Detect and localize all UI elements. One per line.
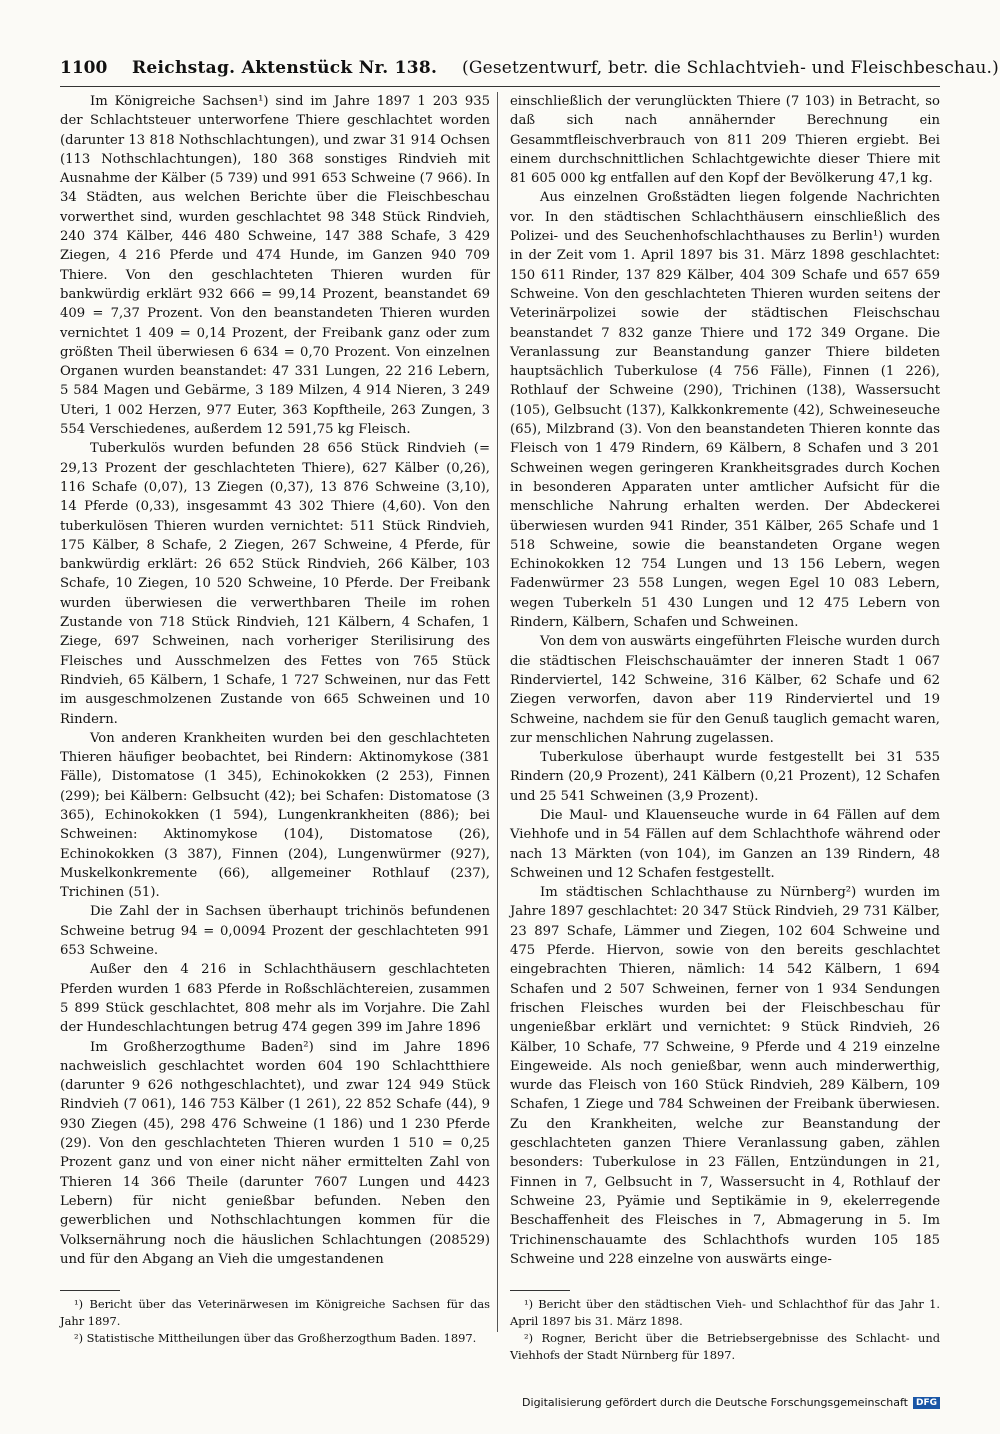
header-rule — [60, 86, 940, 87]
paragraph-baden: Im Großherzogthume Baden²) sind im Jahre 1896 nachweislich geschlachtet worden 604 190 Schlachtthiere (darunter 9 626 nothgeschlachtet), und zwar 124 949 Stück Rindvieh (7 061), 146 753 Kälber (1 261), 22 852 Schafe (44), 9 930 Ziegen (45), 298 476 Schweine (1 186) und 1 230 Pferde (29). Von den geschlachteten Thieren wurden 1 510 = 0,25 Prozent ganz und von einer nicht näher ermittelten Zahl von Thieren 14 366 Theile (darunter 7607 Lungen und 4423 Lebern) für nicht genießbar befunden. Neben den gewerblichen und Nothschlachtungen kommen für die Volksernährung noch die häuslichen Schlachtungen (208529) und für den Abgang an Vieh die umgestandenen — [60, 1039, 490, 1267]
footnote-2: ²) Rogner, Bericht über die Betriebsergebnisse des Schlacht- und Viehhofs der Stadt Nürnberg für 1897. — [510, 1331, 940, 1362]
dfg-credit — [522, 1396, 940, 1409]
right-column — [510, 92, 940, 1269]
paragraph-tuberkulose-sachsen: Tuberkulös wurden befunden 28 656 Stück Rindvieh (= 29,13 Prozent der geschlachteten Thiere), 627 Kälber (0,26), 116 Schafe (0,07), 13 Ziegen (0,37), 13 876 Schweine (3,10), 14 Pferde (0,33), insgesammt 43 302 Thiere (4,60). Von den tuberkulösen Thieren wurden vernichtet: 511 Stück Rindvieh, 175 Kälber, 8 Schafe, 2 Ziegen, 267 Schweine, 4 Pferde, für bankwürdig erklärt: 26 652 Stück Rindvieh, 266 Kälber, 103 Schafe, 10 Ziegen, 10 520 Schweine, 10 Pferde. Der Freibank wurden überwiesen die verwerthbaren Theile im rohen Zustande von 718 Stück Rindvieh, 121 Kälbern, 4 Schafen, 1 Ziege, 697 Schweinen, nach vorheriger Sterilisirung des Fleisches und Ausschmelzen des Fettes von 765 Stück Rindvieh, 65 Kälbern, 1 Schafe, 1 727 Schweinen, nur das Fett im ausgeschmolzenen Zustande von 665 Schweinen und 10 Rindern. — [60, 441, 490, 727]
paragraph-sachsen: Im Königreiche Sachsen¹) sind im Jahre 1897 1 203 935 der Schlachtsteuer unterworfene Thiere geschlachtet worden (darunter 13 818 Nothschlachtungen), und zwar 31 914 Ochsen (113 Nothschlachtungen), 180 368 sonstiges Rindvieh mit Ausnahme der Kälber (5 739) und 991 653 Schweine (7 966). In 34 Städten, aus welchen Berichte über die Fleischbeschau vorwerthet sind, wurden geschlachtet 98 348 Stück Rindvieh, 240 374 Kälber, 446 480 Schweine, 147 388 Schafe, 3 429 Ziegen, 4 216 Pferde und 474 Hunde, im Ganzen 940 709 Thiere. Von den geschlachteten Thieren wurden für bankwürdig erklärt 932 666 = 99,14 Prozent, beanstandet 69 409 = 7,37 Prozent. Von den beanstandeten Thieren wurden vernichtet 1 409 = 0,14 Prozent, der Freibank ganz oder zum größten Theil überwiesen 6 634 = 0,70 Prozent. Von einzelnen Organen wurden beanstandet: 47 331 Lungen, 22 216 Lebern, 5 584 Magen und Gebärme, 3 189 Milzen, 4 914 Nieren, 3 249 Uteri, 1 002 Herzen, 977 Euter, 363 Kopftheile, 263 Zungen, 3 554 Verschiedenes, außerdem 12 591,75 kg Fleisch. — [60, 94, 490, 438]
page-number: 1100 — [60, 58, 108, 78]
paragraph-tuberkulose-berlin: Tuberkulose überhaupt wurde festgestellt bei 31 535 Rindern (20,9 Prozent), 241 Kälbern (0,21 Prozent), 12 Schafen und 25 541 Schweinen (3,9 Prozent). — [510, 750, 940, 804]
left-footnotes — [60, 1296, 490, 1348]
footnote-rule-left — [60, 1290, 120, 1291]
footnote-1: ¹) Bericht über den städtischen Vieh- und Schlachthof für das Jahr 1. April 1897 bis 31. März 1898. — [510, 1297, 940, 1328]
footnote-1: ¹) Bericht über das Veterinärwesen im Königreiche Sachsen für das Jahr 1897. — [60, 1297, 490, 1328]
right-footnotes — [510, 1296, 940, 1364]
dfg-credit-text: Digitalisierung gefördert durch die Deutsche Forschungsgemeinschaft — [522, 1396, 908, 1409]
paragraph-baden-cont: einschließlich der verunglückten Thiere (7 103) in Betracht, so daß sich nach annähernder Berechnung ein Gesammtfleischverbrauch von 811 209 Thieren ergiebt. Bei einem durchschnittlichen Schlachtgewichte dieser Thiere mit 81 605 000 kg entfallen auf den Kopf der Bevölkerung 47,1 kg. — [510, 94, 940, 187]
paragraph-krankheiten: Von anderen Krankheiten wurden bei den geschlachteten Thieren häufiger beobachtet, bei Rindern: Aktinomykose (381 Fälle), Distomatose (1 345), Echinokokken (2 253), Finnen (299); bei Kälbern: Gelbsucht (42); bei Schafen: Distomatose (3 365), Echinokokken (1 594), Lungenkrankheiten (886); bei Schweinen: Aktinomykose (104), Distomatose (26), Echinokokken (3 387), Finnen (204), Lungenwürmer (927), Muskelkonkremente (66), allgemeiner Rothlauf (237), Trichinen (51). — [60, 730, 490, 901]
page-header — [60, 56, 999, 84]
footnote-2: ²) Statistische Mittheilungen über das Großherzogthum Baden. 1897. — [74, 1331, 477, 1345]
paragraph-maulklauenseuche: Die Maul- und Klauenseuche wurde in 64 Fällen auf dem Viehhofe und in 54 Fällen auf dem Schlachthofe während oder nach 13 Märkten (von 104), im Ganzen an 139 Rindern, 48 Schweinen und 12 Schafen festgestellt. — [510, 807, 940, 881]
paragraph-trichinen: Die Zahl der in Sachsen überhaupt trichinös befundenen Schweine betrug 94 = 0,0094 Prozent der geschlachteten 991 653 Schweine. — [60, 904, 490, 959]
left-column — [60, 92, 490, 1269]
paragraph-nuernberg: Im städtischen Schlachthause zu Nürnberg²) wurden im Jahre 1897 geschlachtet: 20 347 Stück Rindvieh, 29 731 Kälber, 23 897 Schafe, Lämmer und Ziegen, 102 604 Schweine und 475 Pferde. Hiervon, sowie von den bereits geschlachtet eingebrachten Thieren, nämlich: 14 542 Kälbern, 1 694 Schafen und 2 507 Schweinen, ferner von 1 934 Sendungen frischen Fleisches wurden bei der Fleischbeschau für ungenießbar erklärt und vernichtet: 9 Stück Rindvieh, 26 Kälber, 10 Schafe, 77 Schweine, 9 Pferde und 4 219 einzelne Eingeweide. Als noch genießbar, wenn auch minderwerthig, wurde das Fleisch von 160 Stück Rindvieh, 289 Kälbern, 109 Schafen, 1 Ziege und 784 Schweinen der Freibank überwiesen. Zu den Krankheiten, welche zur Beanstandung der geschlachteten ganzen Thiere Veranlassung gaben, zählen besonders: Tuberkulose in 23 Fällen, Entzündungen in 21, Finnen in 7, Gelbsucht in 7, Wassersucht in 4, Rothlauf der Schweine 23, Pyämie und Septikämie in 9, ekelerregende Beschaffenheit des Fleisches in 7, Abmagerung in 5. Im Trichinenschauamte des Schlachthofs wurden 105 185 Schweine und 228 einzelne von auswärts einge- — [510, 885, 940, 1267]
footnote-rule-right — [510, 1290, 570, 1291]
document-title: Reichstag. Aktenstück Nr. 138. — [132, 58, 438, 78]
document-subtitle: (Gesetzentwurf, betr. die Schlachtvieh- und Fleischbeschau.) — [462, 58, 999, 78]
column-divider — [497, 92, 498, 1332]
dfg-logo: DFG — [913, 1397, 940, 1409]
paragraph-berlin: Aus einzelnen Großstädten liegen folgende Nachrichten vor. In den städtischen Schlachthäusern einschließlich des Polizei- und des Seuchenhofschlachthauses zu Berlin¹) wurden in der Zeit vom 1. April 1897 bis 31. März 1898 geschlachtet: 150 611 Rinder, 137 829 Kälber, 404 309 Schafe und 657 659 Schweine. Von den geschlachteten Thieren wurden seitens der Veterinärpolizei sowie der städtischen Fleischschau beanstandet 7 832 ganze Thiere und 172 349 Organe. Die Veranlassung zur Beanstandung ganzer Thiere bildeten hauptsächlich Tuberkulose (4 756 Fälle), Finnen (1 226), Rothlauf der Schweine (290), Trichinen (138), Wassersucht (105), Gelbsucht (137), Kalkkonkremente (42), Schweineseuche (65), Milzbrand (3). Von den beanstandeten Thieren konnte das Fleisch von 1 479 Rindern, 69 Kälbern, 8 Schafen und 3 201 Schweinen wegen geringeren Krankheitsgrades durch Kochen in besonderen Apparaten unter amtlicher Aufsicht für die menschliche Nahrung erhalten werden. Der Abdeckerei überwiesen wurden 941 Rinder, 351 Kälber, 265 Schafe und 1 518 Schweine, sowie die beanstandeten Organe wegen Echinokokken 12 754 Lungen und 13 156 Lebern, wegen Fadenwürmer 23 558 Lungen, wegen Egel 10 083 Lebern, wegen Tuberkeln 51 430 Lungen und 12 475 Lebern von Rindern, Kälbern, Schafen und Schweinen. — [510, 190, 940, 631]
paragraph-auswaerts: Von dem von auswärts eingeführten Fleische wurden durch die städtischen Fleischschauämter der inneren Stadt 1 067 Rinderviertel, 142 Schweine, 316 Kälber, 62 Schafe und 62 Ziegen verworfen, davon aber 119 Rinderviertel und 19 Schweine, nachdem sie für den Genuß tauglich gemacht waren, zur menschlichen Nahrung zugelassen. — [510, 634, 940, 746]
paragraph-pferde: Außer den 4 216 in Schlachthäusern geschlachteten Pferden wurden 1 683 Pferde in Roßschlächtereien, zusammen 5 899 Stück geschlachtet, 808 mehr als im Vorjahre. Die Zahl der Hundeschlachtungen betrug 474 gegen 399 im Jahre 1896 — [60, 962, 490, 1036]
